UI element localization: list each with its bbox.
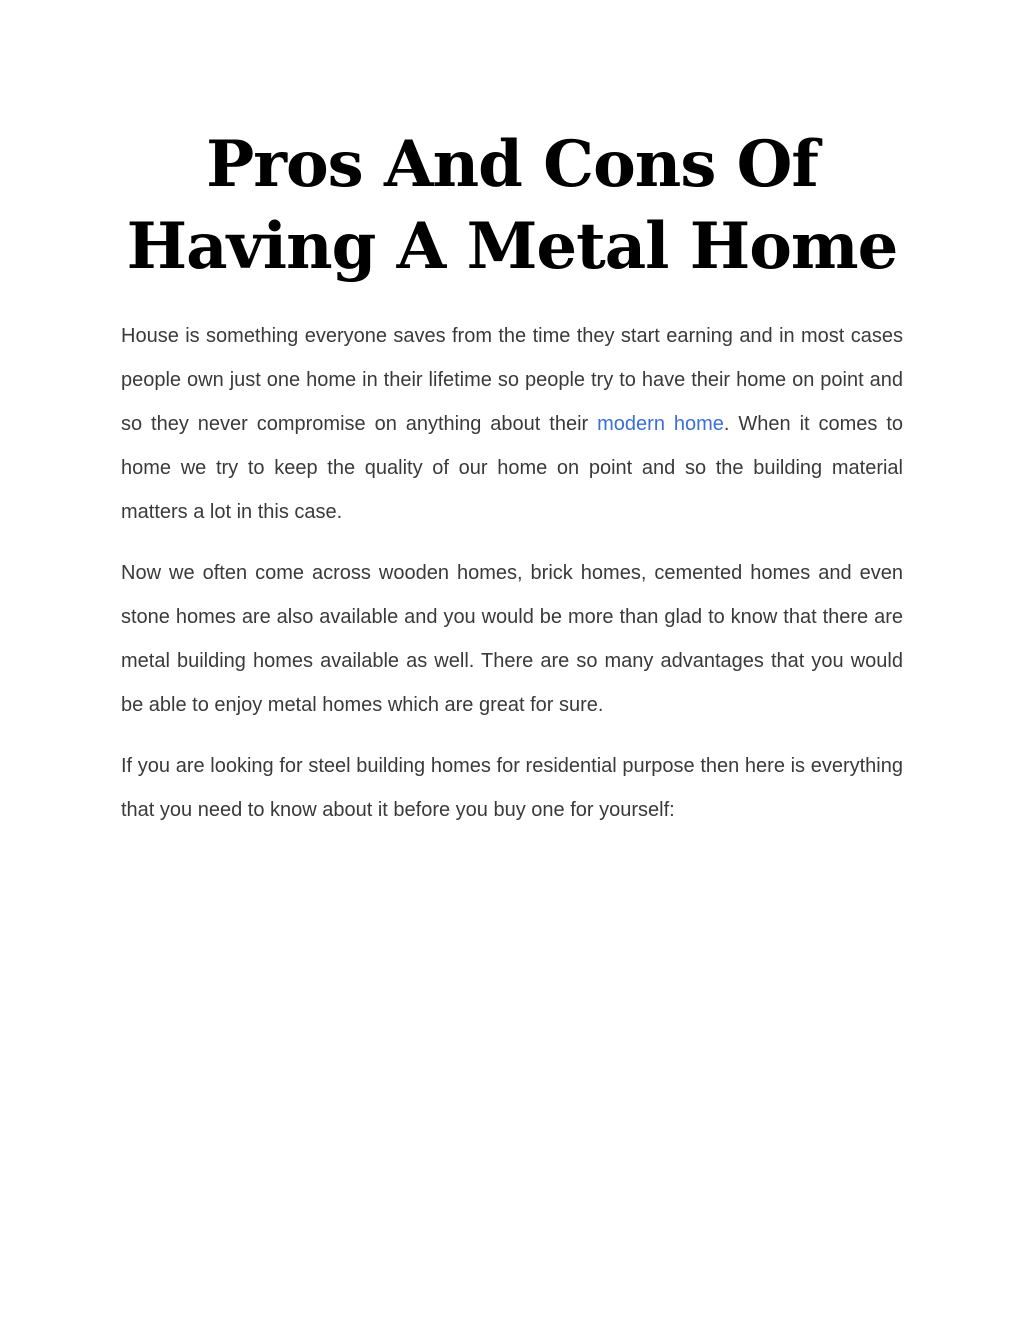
modern-home-link[interactable]: modern home [597,413,724,435]
page-title [121,124,903,288]
paragraph-1-text-before-link: House is something everyone saves from the time they start earning and in most cases people own just one home in their lifetime so people try to have their home on point and so they never compromise on anything about their [121,325,903,435]
paragraph-1 [121,314,903,534]
paragraph-2: Now we often come across wooden homes, brick homes, cemented homes and even stone homes are also available and you would be more than glad to know that there are metal building homes available as well. There are so many advantages that you would be able to enjoy metal homes which are great for sure. [121,562,903,716]
document-page [121,0,903,849]
paragraph-1-text-after-link: . When it comes to home we try to keep the quality of our home on point and so the building material matters a lot in this case. [121,413,904,523]
title-line-1: Pros And Cons Of [206,127,818,202]
article-body [121,314,903,832]
paragraph-3: If you are looking for steel building homes for residential purpose then here is everything that you need to know about it before you buy one for yourself: [121,755,903,821]
title-line-2: Having A Metal Home [126,209,898,284]
